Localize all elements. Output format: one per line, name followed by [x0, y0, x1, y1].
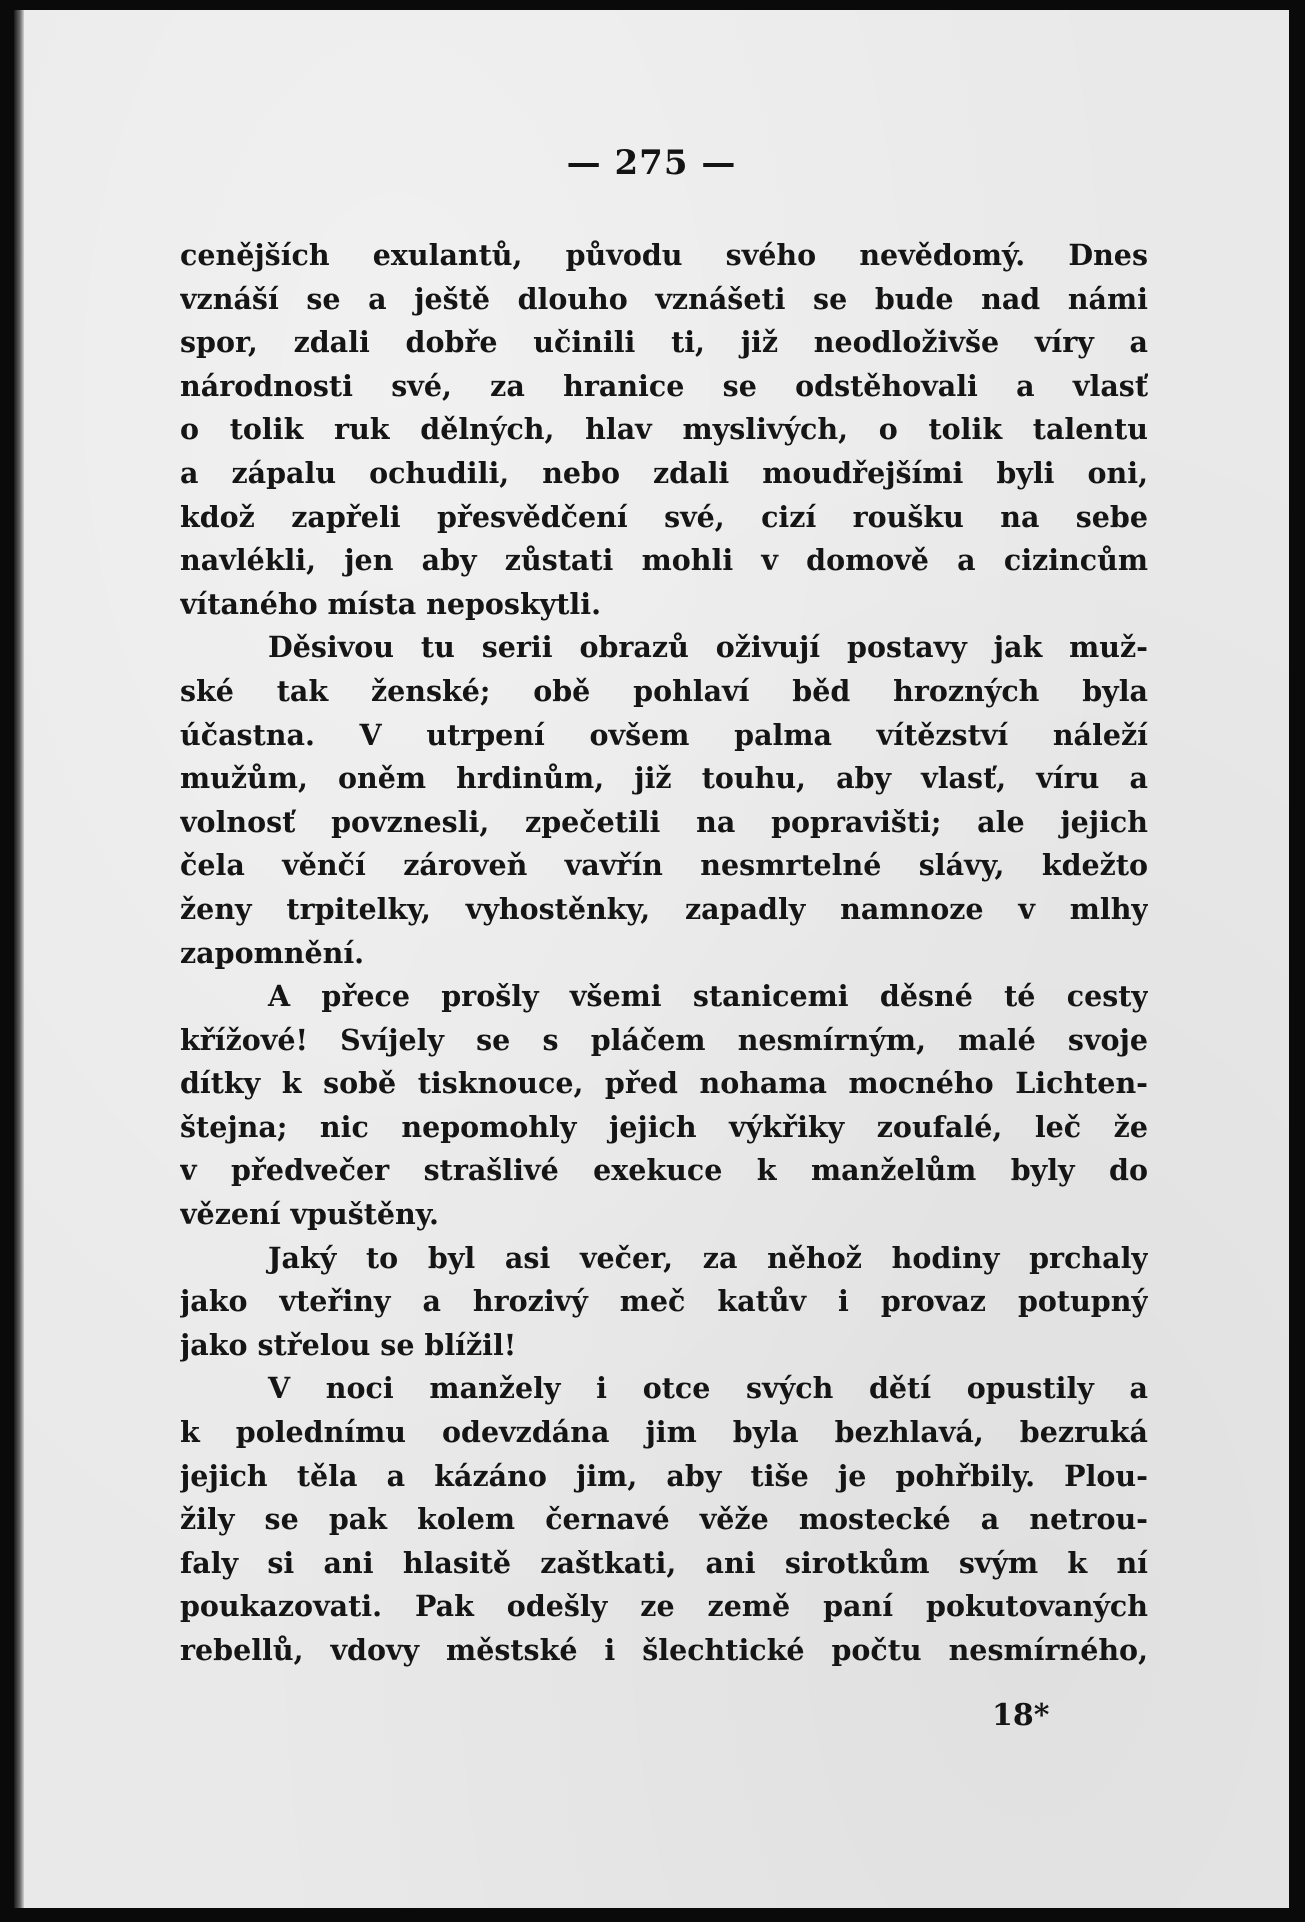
text-line: spor, zdali dobře učinili ti, již neodloživše víry a — [180, 325, 1148, 360]
text-line: mužům, oněm hrdinům, již touhu, aby vlasť, víru a — [180, 761, 1148, 796]
text-line: k polednímu odevzdána jim byla bezhlavá, bezruká — [180, 1415, 1148, 1450]
text-line: národnosti své, za hranice se odstěhovali a vlasť — [180, 368, 1148, 403]
text-line: žily se pak kolem černavé věže mostecké a netrou- — [180, 1502, 1148, 1537]
paragraph-start-line: A přece prošly všemi stanicemi děsné té cesty — [268, 979, 1148, 1014]
text-line: křížové! Svíjely se s pláčem nesmírným, malé svoje — [180, 1022, 1148, 1057]
text-line: rebellů, vdovy městské i šlechtické počtu nesmírného, — [180, 1633, 1148, 1667]
paragraph-start-line: V noci manžely i otce svých dětí opustily a — [268, 1371, 1148, 1406]
text-line: vězení vpuštěny. — [180, 1197, 439, 1232]
text-line: vítaného místa neposkytli. — [180, 586, 601, 621]
text-line: faly si ani hlasitě zaštkati, ani sirotkům svým k ní — [180, 1545, 1148, 1580]
text-line: ženy trpitelky, vyhostěnky, zapadly namnoze v mlhy — [180, 891, 1148, 926]
text-line: ské tak ženské; obě pohlaví běd hrozných byla — [180, 673, 1148, 708]
paragraph-start-line: Děsivou tu serii obrazů oživují postavy jak muž- — [268, 630, 1148, 665]
body-text — [180, 234, 1148, 1673]
text-line: účastna. V utrpení ovšem palma vítězství náleží — [180, 717, 1148, 752]
text-line: čela věnčí zároveň vavřín nesmrtelné slávy, kdežto — [180, 848, 1148, 883]
paragraph-start-line: Jaký to byl asi večer, za něhož hodiny prchaly — [268, 1240, 1148, 1275]
binding-edge — [14, 10, 24, 1908]
text-line: v předvečer strašlivé exekuce k manželům byly do — [180, 1153, 1148, 1188]
text-line: volnosť povznesli, zpečetili na popravišti; ale jejich — [180, 804, 1148, 839]
text-line: jejich těla a kázáno jim, aby tiše je pohřbily. Plou- — [180, 1458, 1148, 1493]
text-line: jako vteřiny a hrozivý meč katův i provaz potupný — [180, 1284, 1148, 1319]
text-line: dítky k sobě tisknouce, před nohama mocného Lichten- — [180, 1066, 1148, 1101]
book-page — [14, 10, 1289, 1908]
text-line: navlékli, jen aby zůstati mohli v domově a cizincům — [180, 543, 1148, 578]
text-line: kdož zapřeli přesvědčení své, cizí roušku na sebe — [180, 499, 1148, 534]
text-line: a zápalu ochudili, nebo zdali moudřejšími byli oni, — [180, 455, 1148, 490]
text-line: zapomnění. — [180, 935, 365, 970]
signature-mark: 18* — [992, 1698, 1050, 1733]
text-line: cenějších exulantů, původu svého nevědomý. Dnes — [180, 238, 1148, 272]
text-line: štejna; nic nepomohly jejich výkřiky zoufalé, leč že — [180, 1109, 1148, 1144]
text-line: jako střelou se blížil! — [180, 1327, 517, 1362]
text-line: o tolik ruk dělných, hlav myslivých, o tolik talentu — [180, 412, 1148, 447]
text-line: poukazovati. Pak odešly ze země paní pokutovaných — [180, 1589, 1148, 1624]
text-line: vznáší se a ještě dlouho vznášeti se bude nad námi — [180, 281, 1148, 316]
page-number: — 275 — — [566, 143, 737, 183]
